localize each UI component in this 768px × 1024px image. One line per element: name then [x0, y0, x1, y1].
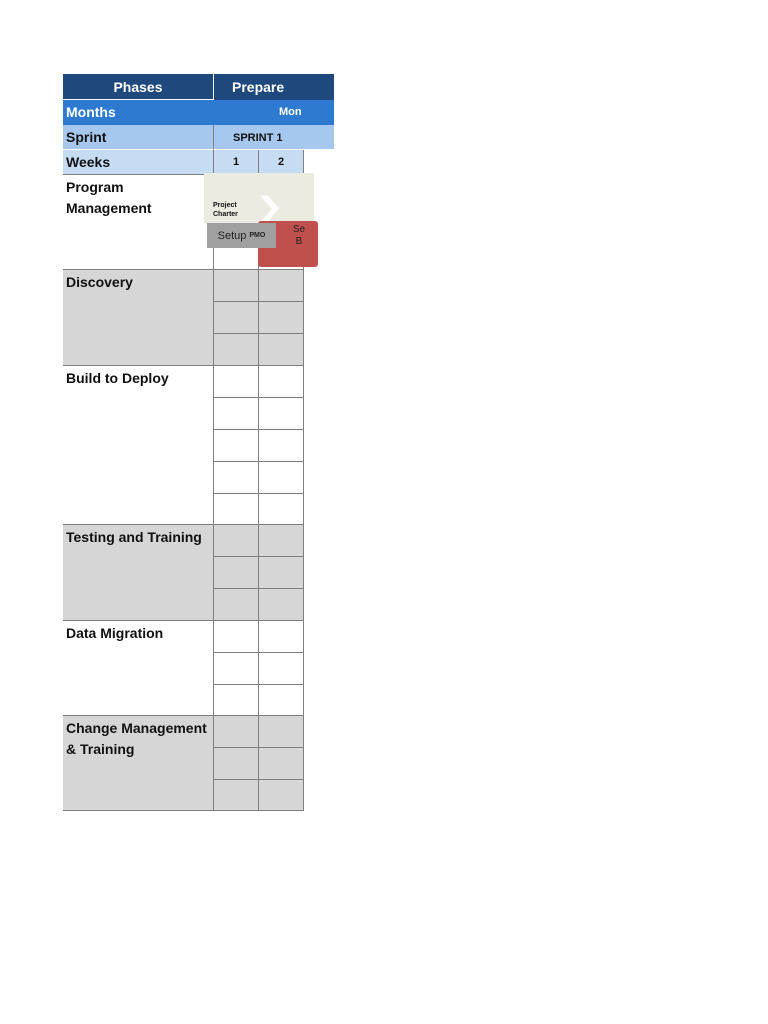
months-label-cell	[63, 100, 214, 125]
grid-cell	[214, 653, 259, 685]
week-1-label: 1	[232, 156, 240, 168]
grid-cell	[214, 525, 259, 557]
setup-pmo-label: Setup	[217, 229, 247, 242]
months-label: Months	[66, 104, 116, 120]
sprint-label-cell	[63, 125, 214, 150]
red-task-label: Se B	[292, 224, 306, 247]
phases-header-label: Phases	[113, 79, 163, 95]
grid-cell	[214, 716, 259, 748]
prepare-header-label: Prepare	[232, 79, 285, 95]
phase-program-management	[63, 175, 214, 270]
grid-cell	[259, 557, 304, 589]
grid-cell	[259, 621, 304, 653]
grid-cell	[214, 398, 259, 430]
months-value: Mon	[279, 106, 302, 118]
phase-discovery	[63, 270, 214, 366]
week-2-cell	[259, 150, 304, 175]
grid-cell	[214, 270, 259, 302]
grid-cell	[259, 685, 304, 716]
grid-cell	[259, 398, 304, 430]
grid-cell	[214, 334, 259, 366]
grid-cell	[214, 430, 259, 462]
weeks-label-cell	[63, 150, 214, 175]
grid-cell	[214, 462, 259, 494]
setup-pmo-small-label: PMO	[249, 232, 266, 239]
months-value-cell	[214, 100, 334, 125]
phase-build-to-deploy	[63, 366, 214, 525]
grid-cell	[259, 270, 304, 302]
grid-cell	[259, 525, 304, 557]
grid-cell	[259, 366, 304, 398]
project-charter-label: Project Charter	[213, 202, 238, 218]
week-2-label: 2	[277, 156, 285, 168]
phase-change-management	[63, 716, 214, 811]
gantt-sheet	[63, 74, 306, 811]
sprint-value-cell	[214, 125, 334, 150]
phase-label: Discovery	[66, 274, 133, 290]
grid-cell	[259, 653, 304, 685]
grid-cell	[259, 462, 304, 494]
phase-label: Data Migration	[66, 625, 164, 641]
phase-label: Build to Deploy	[66, 370, 169, 386]
weeks-label: Weeks	[66, 154, 111, 170]
grid-cell	[259, 748, 304, 780]
grid-cell	[214, 494, 259, 525]
grid-cell	[214, 589, 259, 621]
setup-pmo-task[interactable]	[207, 223, 276, 248]
grid-cell	[214, 748, 259, 780]
grid-cell	[214, 685, 259, 716]
grid-cell	[259, 716, 304, 748]
grid-cell	[259, 589, 304, 621]
grid-cell	[259, 780, 304, 811]
sprint-label: Sprint	[66, 129, 107, 145]
grid-cell	[259, 494, 304, 525]
phase-label: Change Management & Training	[66, 720, 207, 757]
phase-label: Program Management	[66, 179, 152, 216]
grid-cell	[214, 366, 259, 398]
prepare-header	[214, 74, 334, 100]
grid-cell	[259, 430, 304, 462]
grid-cell	[259, 302, 304, 334]
grid-cell	[214, 557, 259, 589]
phase-data-migration	[63, 621, 214, 716]
grid-cell	[214, 780, 259, 811]
phases-header	[63, 74, 214, 100]
grid-cell	[214, 621, 259, 653]
grid-cell	[214, 302, 259, 334]
week-1-cell	[214, 150, 259, 175]
phase-label: Testing and Training	[66, 529, 202, 545]
grid-cell	[259, 334, 304, 366]
sprint-value: SPRINT 1	[233, 132, 283, 144]
phase-testing-and-training	[63, 525, 214, 621]
